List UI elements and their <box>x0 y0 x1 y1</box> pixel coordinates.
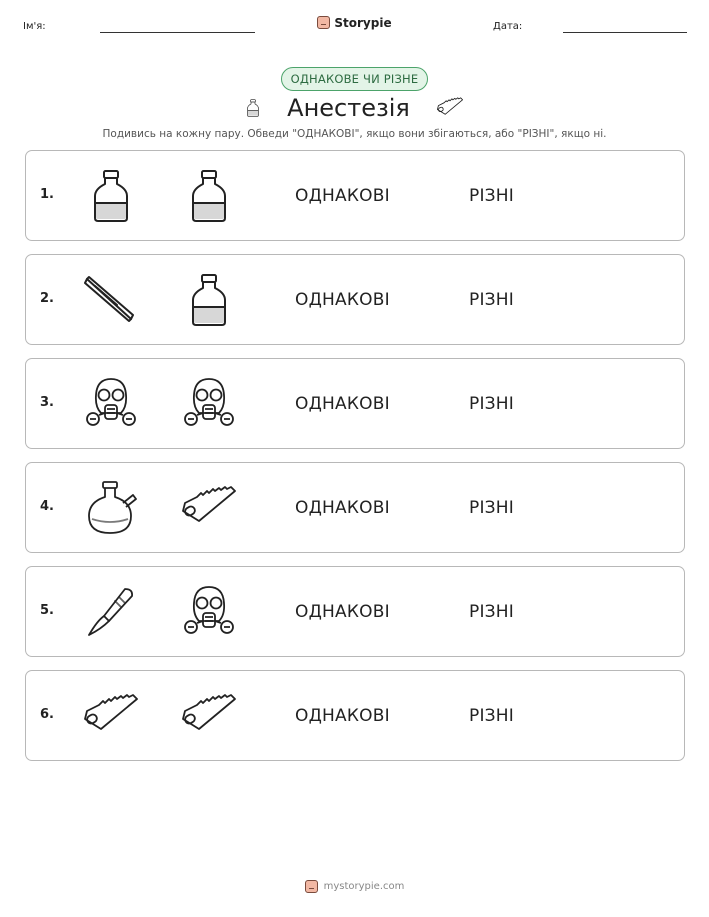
title-row <box>0 90 709 126</box>
same-option[interactable]: ОДНАКОВІ <box>295 186 390 206</box>
row-number: 3. <box>40 395 54 410</box>
name-label: Ім'я: <box>23 21 46 32</box>
brand-logo <box>0 14 709 33</box>
same-option[interactable]: ОДНАКОВІ <box>295 394 390 414</box>
footer <box>0 880 709 893</box>
different-option[interactable]: РІЗНІ <box>469 394 514 414</box>
saw-icon <box>434 94 466 122</box>
category-badge: ОДНАКОВЕ ЧИ РІЗНЕ <box>281 67 429 91</box>
scalpel-icon <box>81 583 141 641</box>
worksheet-header <box>0 12 709 42</box>
row-number: 1. <box>40 187 54 202</box>
different-option[interactable]: РІЗНІ <box>469 290 514 310</box>
storypie-logo-icon <box>305 880 318 893</box>
pair-row-6 <box>25 670 685 761</box>
row-number: 6. <box>40 707 54 722</box>
tweezers-icon <box>81 271 141 329</box>
gas-mask-icon <box>179 583 239 641</box>
different-option[interactable]: РІЗНІ <box>469 706 514 726</box>
same-option[interactable]: ОДНАКОВІ <box>295 290 390 310</box>
category-badge-wrap <box>0 67 709 91</box>
footer-url[interactable]: mystorypie.com <box>323 881 405 892</box>
different-option[interactable]: РІЗНІ <box>469 498 514 518</box>
pair-row-2 <box>25 254 685 345</box>
date-label: Дата: <box>493 21 523 32</box>
saw-icon <box>179 479 239 537</box>
instructions: Подивись на кожну пару. Обведи "ОДНАКОВІ", якщо вони збігаються, або "РІЗНІ", якщо ні. <box>102 128 607 140</box>
saw-icon <box>179 687 239 745</box>
row-number: 4. <box>40 499 54 514</box>
same-option[interactable]: ОДНАКОВІ <box>295 498 390 518</box>
bottle-icon <box>81 167 141 225</box>
different-option[interactable]: РІЗНІ <box>469 602 514 622</box>
flask-icon <box>81 479 141 537</box>
bottle-icon <box>179 167 239 225</box>
brand-name: Storypie <box>334 15 392 30</box>
pair-row-1 <box>25 150 685 241</box>
row-number: 2. <box>40 291 54 306</box>
different-option[interactable]: РІЗНІ <box>469 186 514 206</box>
bottle-icon <box>179 271 239 329</box>
date-line[interactable] <box>563 32 687 33</box>
page-title: Анестезія <box>287 94 410 122</box>
pair-row-5 <box>25 566 685 657</box>
bottle-icon <box>243 92 263 124</box>
storypie-logo-icon <box>317 16 330 29</box>
same-option[interactable]: ОДНАКОВІ <box>295 706 390 726</box>
saw-icon <box>81 687 141 745</box>
gas-mask-icon <box>81 375 141 433</box>
pair-row-3 <box>25 358 685 449</box>
pair-row-4 <box>25 462 685 553</box>
same-option[interactable]: ОДНАКОВІ <box>295 602 390 622</box>
row-number: 5. <box>40 603 54 618</box>
gas-mask-icon <box>179 375 239 433</box>
